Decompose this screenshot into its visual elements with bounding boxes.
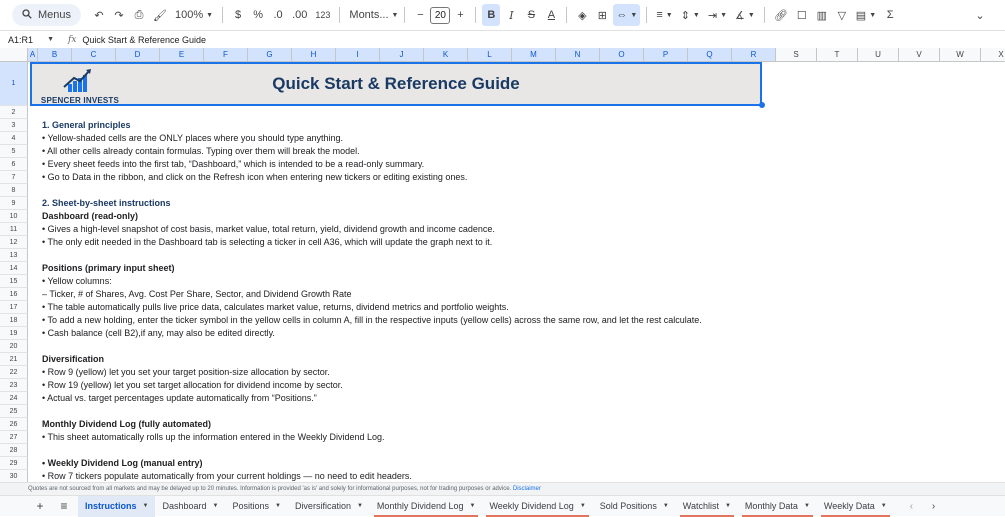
selection-handle[interactable]: [759, 102, 765, 108]
chevron-down-icon[interactable]: ▼: [724, 503, 731, 509]
sheet-tab[interactable]: [817, 496, 894, 517]
currency-format-button[interactable]: $: [235, 9, 242, 21]
sheet-tab[interactable]: [482, 496, 592, 517]
select-all-corner[interactable]: [0, 48, 28, 62]
row-header[interactable]: 22: [0, 366, 28, 379]
instruction-line: • The only edit needed in the Dashboard tab is selecting a ticker in cell A36, which will update the graph next to it.: [42, 237, 493, 247]
row-header[interactable]: 29: [0, 457, 28, 470]
print-icon[interactable]: ⎙: [134, 8, 144, 21]
merge-cells-icon[interactable]: ⇔ ▼: [613, 4, 640, 26]
row-header[interactable]: 6: [0, 158, 28, 171]
sheet-tab[interactable]: [593, 496, 676, 517]
disclaimer-text: Quotes are not sourced from all markets and may be delayed up to 20 minutes. Information is provided 'as is' and solely for informational purposes, not for trading purposes or advice.: [28, 486, 512, 492]
more-formats-button[interactable]: 123: [315, 10, 331, 20]
instruction-line: • Go to Data in the ribbon, and click on the Refresh icon when entering new tickers or editing existing ones.: [42, 172, 468, 182]
sheet-tab-label: Monthly Dividend Log: [376, 501, 464, 511]
zoom-value: 100%: [175, 9, 204, 21]
strikethrough-button[interactable]: S: [527, 9, 536, 21]
column-header[interactable]: S: [776, 48, 817, 62]
column-header[interactable]: Q: [688, 48, 732, 62]
increase-font-size-button[interactable]: +: [457, 9, 464, 21]
row-header[interactable]: 17: [0, 301, 28, 314]
sheet-tab-label: Dashboard: [162, 501, 207, 511]
borders-icon[interactable]: ⊞: [597, 9, 608, 22]
row-header[interactable]: 24: [0, 392, 28, 405]
row-header[interactable]: 5: [0, 145, 28, 158]
scroll-tabs-right-icon[interactable]: ›: [931, 500, 936, 512]
undo-icon[interactable]: ↶: [94, 9, 104, 22]
toolbar-divider: [475, 7, 476, 23]
percent-format-button[interactable]: %: [253, 9, 263, 21]
row-header[interactable]: 15: [0, 275, 28, 288]
row-header[interactable]: 12: [0, 236, 28, 249]
instruction-line: • All other cells already contain formulas. Typing over them will break the model.: [42, 146, 360, 156]
chevron-down-icon: ▼: [692, 11, 700, 19]
row-header[interactable]: 26: [0, 418, 28, 431]
chevron-down-icon[interactable]: ▼: [274, 503, 281, 509]
column-header[interactable]: B: [38, 48, 72, 62]
instruction-line: • Yellow-shaded cells are the ONLY places where you should type anything.: [42, 133, 344, 143]
toolbar: [0, 0, 1005, 30]
instruction-line: Diversification: [42, 354, 105, 364]
redo-icon[interactable]: ↷: [114, 9, 124, 22]
column-header[interactable]: L: [468, 48, 512, 62]
add-sheet-icon[interactable]: +: [36, 499, 44, 513]
filter-icon[interactable]: ▽: [837, 9, 847, 22]
vertical-align-icon[interactable]: ⇕ ▼: [680, 9, 700, 22]
text-rotate-icon[interactable]: ∡ ▼: [735, 9, 755, 22]
increase-decimal-button[interactable]: .00: [292, 9, 308, 21]
column-header[interactable]: R: [732, 48, 776, 62]
instruction-line: – Ticker, # of Shares, Avg. Cost Per Share, Sector, and Dividend Growth Rate: [42, 289, 352, 299]
column-header[interactable]: G: [248, 48, 292, 62]
column-header[interactable]: K: [424, 48, 468, 62]
chevron-down-icon: ▼: [391, 11, 399, 19]
row-header[interactable]: 14: [0, 262, 28, 275]
row-header[interactable]: 30: [0, 470, 28, 482]
column-header[interactable]: I: [336, 48, 380, 62]
formula-bar: [0, 30, 1005, 48]
sheet-tab[interactable]: [288, 496, 370, 517]
sheet-tabs: [78, 496, 894, 517]
instruction-line: 1. General principles: [42, 120, 131, 130]
sheet-tab[interactable]: [676, 496, 738, 517]
instruction-line: Monthly Dividend Log (fully automated): [42, 419, 211, 429]
column-header[interactable]: W: [940, 48, 981, 62]
filter-views-icon[interactable]: ▤ ▼: [855, 9, 877, 22]
chevron-down-icon: ▼: [630, 11, 638, 19]
name-box[interactable]: [0, 35, 58, 45]
logo-text: SPENCER INVESTS: [40, 96, 120, 105]
font-name: Monts...: [349, 9, 389, 21]
instruction-line: • Yellow columns:: [42, 276, 112, 286]
fx-icon: fx: [68, 34, 77, 45]
instruction-line: Positions (primary input sheet): [42, 263, 175, 273]
instruction-line: Dashboard (read-only): [42, 211, 139, 221]
row-header[interactable]: 1: [0, 62, 28, 106]
menus-search[interactable]: [12, 4, 81, 26]
chevron-down-icon[interactable]: ▼: [662, 503, 669, 509]
column-header[interactable]: X: [981, 48, 1005, 62]
italic-button[interactable]: I: [509, 8, 514, 22]
text-wrap-icon[interactable]: ⇥ ▼: [707, 9, 728, 22]
sheet-tab[interactable]: [225, 496, 287, 517]
row-header[interactable]: 3: [0, 119, 28, 132]
sheet-tab[interactable]: [738, 496, 817, 517]
text-color-button[interactable]: A: [547, 9, 556, 21]
horizontal-align-icon[interactable]: ≡ ▼: [656, 9, 673, 21]
chevron-down-icon[interactable]: ▼: [356, 503, 363, 509]
sheet-tab-label: Diversification: [294, 501, 351, 511]
instruction-line: • Gives a high-level snapshot of cost basis, market value, total return, yield, dividend growth and income cadence.: [42, 224, 495, 234]
column-header[interactable]: M: [512, 48, 556, 62]
title-banner[interactable]: [30, 62, 762, 106]
all-sheets-icon[interactable]: ≡: [60, 499, 68, 513]
column-header[interactable]: D: [116, 48, 160, 62]
chevron-down-icon[interactable]: ▼: [803, 503, 810, 509]
fill-color-icon[interactable]: ◈: [578, 9, 587, 22]
sheet-tab-label: Positions: [232, 501, 269, 511]
row-header[interactable]: 21: [0, 353, 28, 366]
sheet-tab-label: Weekly Data: [823, 501, 875, 511]
column-header[interactable]: H: [292, 48, 336, 62]
sheet-tab[interactable]: [155, 496, 225, 517]
toolbar-divider: [764, 7, 765, 23]
toolbar-divider: [646, 7, 647, 23]
chevron-down-icon[interactable]: ▼: [579, 503, 586, 509]
comment-icon[interactable]: ☐: [796, 9, 807, 22]
column-header[interactable]: T: [817, 48, 858, 62]
chevron-down-icon: ▼: [747, 11, 755, 19]
sheet-tabs-bar: [0, 495, 1005, 516]
sheet-tab-label: Monthly Data: [744, 501, 798, 511]
sheet-tab[interactable]: [78, 496, 155, 517]
column-header[interactable]: A: [28, 48, 38, 62]
toolbar-divider: [404, 7, 405, 23]
row-header[interactable]: 4: [0, 132, 28, 145]
disclaimer-link[interactable]: Disclaimer: [512, 486, 541, 492]
zoom-select[interactable]: [172, 4, 216, 26]
instruction-line: • This sheet automatically rolls up the information entered in the Weekly Dividend Log.: [42, 432, 385, 442]
column-header[interactable]: V: [899, 48, 940, 62]
menus-label: Menus: [38, 9, 72, 21]
instruction-line: • The table automatically pulls live price data, calculates market value, returns, dividend metrics and portfolio weights.: [42, 302, 509, 312]
column-header[interactable]: E: [160, 48, 204, 62]
collapse-toolbar-icon[interactable]: ⌄: [975, 9, 985, 22]
link-icon[interactable]: 🔗︎: [773, 9, 788, 22]
column-header[interactable]: F: [204, 48, 248, 62]
row-header[interactable]: 13: [0, 249, 28, 262]
chevron-down-icon: ▼: [206, 11, 214, 19]
row-header[interactable]: 25: [0, 405, 28, 418]
chevron-down-icon: ▼: [869, 11, 877, 19]
row-header[interactable]: 2: [0, 106, 28, 119]
spreadsheet-grid[interactable]: [0, 48, 1005, 482]
instruction-line: • Actual vs. target percentages update automatically from “Positions.”: [42, 393, 317, 403]
row-header[interactable]: 16: [0, 288, 28, 301]
row-header[interactable]: 18: [0, 314, 28, 327]
column-header[interactable]: U: [858, 48, 899, 62]
chevron-down-icon: ▼: [47, 36, 54, 43]
disclaimer-bar: [0, 482, 1005, 495]
decrease-decimal-button[interactable]: .0: [273, 9, 283, 21]
instruction-line: • Row 19 (yellow) let you set target allocation for dividend income by sector.: [42, 380, 343, 390]
column-header[interactable]: J: [380, 48, 424, 62]
row-header[interactable]: 9: [0, 197, 28, 210]
instruction-line: • Every sheet feeds into the first tab, “Dashboard,” which is intended to be a read-only summary.: [42, 159, 425, 169]
chevron-down-icon: ▼: [665, 11, 673, 19]
row-header[interactable]: 19: [0, 327, 28, 340]
column-header[interactable]: P: [644, 48, 688, 62]
toolbar-divider: [222, 7, 223, 23]
sheet-tab-label: Sold Positions: [599, 501, 657, 511]
functions-button[interactable]: Σ: [886, 9, 894, 21]
row-header[interactable]: 27: [0, 431, 28, 444]
instruction-line: • Cash balance (cell B2),if any, may also be edited directly.: [42, 328, 275, 338]
search-icon: [22, 9, 32, 22]
sheet-tab[interactable]: [370, 496, 483, 517]
column-header[interactable]: N: [556, 48, 600, 62]
row-header[interactable]: 23: [0, 379, 28, 392]
row-header[interactable]: 8: [0, 184, 28, 197]
toolbar-divider: [566, 7, 567, 23]
instruction-line: 2. Sheet-by-sheet instructions: [42, 198, 171, 208]
chevron-down-icon[interactable]: ▼: [142, 503, 149, 509]
chevron-down-icon[interactable]: ▼: [880, 503, 887, 509]
chevron-down-icon: ▼: [720, 11, 728, 19]
font-size-input[interactable]: 20: [430, 7, 450, 24]
chevron-down-icon[interactable]: ▼: [212, 503, 219, 509]
font-select[interactable]: [346, 4, 398, 26]
row-header[interactable]: 11: [0, 223, 28, 236]
formula-input[interactable]: Quick Start & Reference Guide: [82, 34, 206, 45]
toolbar-divider: [339, 7, 340, 23]
chart-icon[interactable]: ▥: [816, 9, 827, 22]
row-header[interactable]: 20: [0, 340, 28, 353]
row-header[interactable]: 28: [0, 444, 28, 457]
instruction-line: • Row 7 tickers populate automatically from your current holdings — no need to edit headers.: [42, 471, 412, 481]
row-header[interactable]: 7: [0, 171, 28, 184]
sheet-tab-label: Instructions: [85, 501, 137, 511]
sheet-tab-label: Watchlist: [682, 501, 719, 511]
column-header[interactable]: C: [72, 48, 116, 62]
instruction-line: • Row 9 (yellow) let you set your target position-size allocation by sector.: [42, 367, 330, 377]
row-header[interactable]: 10: [0, 210, 28, 223]
instruction-line: • Weekly Dividend Log (manual entry): [42, 458, 203, 468]
bold-button[interactable]: B: [482, 4, 500, 26]
column-header[interactable]: O: [600, 48, 644, 62]
sheet-tab-label: Weekly Dividend Log: [489, 501, 574, 511]
scroll-tabs-left-icon[interactable]: ‹: [909, 500, 914, 512]
name-box-value: A1:R1: [8, 34, 34, 45]
tab-navigation: [902, 501, 943, 512]
chevron-down-icon[interactable]: ▼: [469, 503, 476, 509]
instruction-line: • To add a new holding, enter the ticker symbol in the yellow cells in column A, fill in the respective inputs (yellow cells) across the same row, and let the rest calculate.: [42, 315, 702, 325]
paint-format-icon[interactable]: 🖌︎: [153, 9, 167, 22]
decrease-font-size-button[interactable]: −: [417, 9, 424, 21]
page-title: Quick Start & Reference Guide: [272, 74, 520, 93]
